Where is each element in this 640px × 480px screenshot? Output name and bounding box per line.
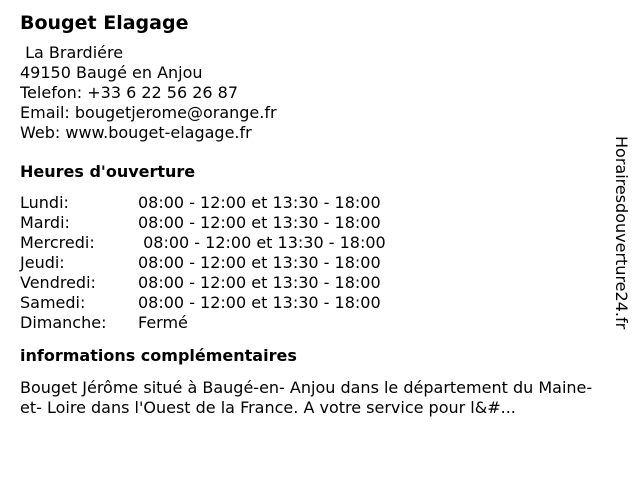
- business-name: Bouget Elagage: [20, 12, 189, 34]
- day-label: Jeudi:: [20, 253, 65, 272]
- contact-block: [20, 43, 610, 143]
- info-description: Bouget Jérôme situé à Baugé-en- Anjou dans le département du Maine- et- Loire dans l'Ouest de la France. A votre service pour l&#...: [20, 378, 593, 417]
- hours-row: [20, 253, 610, 273]
- time-value: 08:00 - 12:00 et 13:30 - 18:00: [138, 193, 381, 212]
- phone-text: Telefon: +33 6 22 56 26 87: [20, 83, 239, 102]
- time-value: Fermé: [138, 313, 188, 332]
- time-value: 08:00 - 12:00 et 13:30 - 18:00: [138, 293, 381, 312]
- hours-row: [20, 233, 610, 253]
- day-label: Dimanche:: [20, 313, 107, 332]
- time-value: 08:00 - 12:00 et 13:30 - 18:00: [138, 213, 381, 232]
- day-label: Mercredi:: [20, 233, 95, 252]
- hours-row: [20, 273, 610, 293]
- business-card: [20, 10, 610, 418]
- hours-row: [20, 213, 610, 233]
- address-line-1: La Brardiére: [20, 43, 124, 62]
- time-value: 08:00 - 12:00 et 13:30 - 18:00: [138, 253, 381, 272]
- day-label: Samedi:: [20, 293, 86, 312]
- time-value: 08:00 - 12:00 et 13:30 - 18:00: [138, 273, 381, 292]
- side-brand-link[interactable]: Horairesdouverture24.fr: [612, 136, 631, 330]
- email-text: Email: bougetjerome@orange.fr: [20, 103, 277, 122]
- day-label: Lundi:: [20, 193, 69, 212]
- info-title: informations complémentaires: [20, 346, 297, 365]
- day-label: Vendredi:: [20, 273, 96, 292]
- hours-table: [20, 193, 610, 333]
- hours-row: [20, 193, 610, 213]
- hours-title: Heures d'ouverture: [20, 162, 196, 181]
- hours-row: [20, 313, 610, 333]
- address-line-2: 49150 Baugé en Anjou: [20, 63, 203, 82]
- day-label: Mardi:: [20, 213, 70, 232]
- hours-row: [20, 293, 610, 313]
- time-value: 08:00 - 12:00 et 13:30 - 18:00: [138, 233, 386, 252]
- web-text: Web: www.bouget-elagage.fr: [20, 123, 252, 142]
